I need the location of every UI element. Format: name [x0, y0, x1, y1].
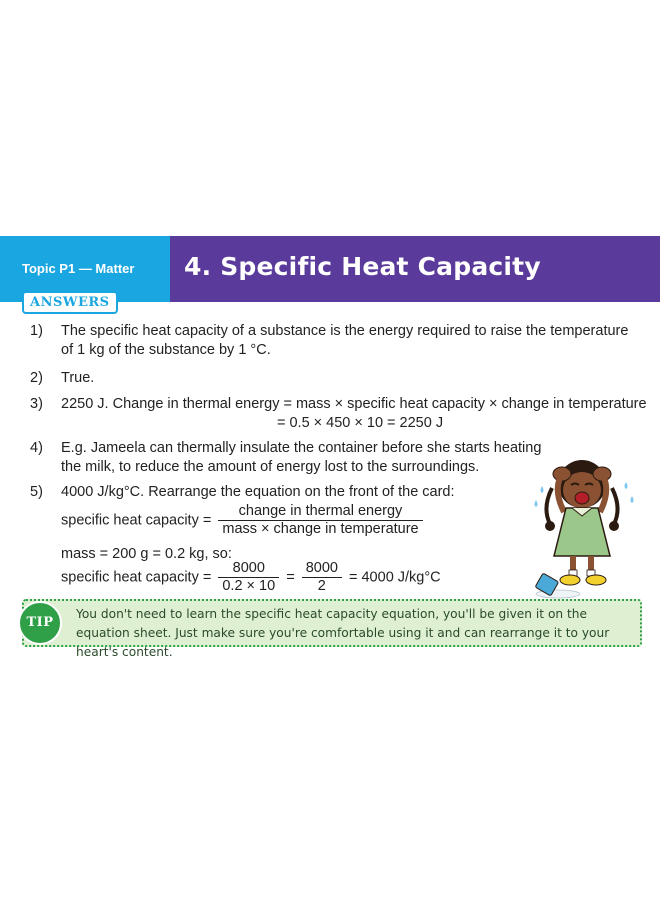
tip-badge: TIP	[18, 601, 62, 645]
equation-label: specific heat capacity =	[61, 512, 212, 529]
answer-number: 2)	[30, 370, 43, 386]
tip-box	[22, 599, 642, 659]
crying-girl-illustration	[528, 452, 644, 602]
answer-text-continued: of 1 kg of the substance by 1 °C.	[61, 342, 271, 358]
topic-label: Topic P1 — Matter	[22, 261, 135, 276]
answer-item-1	[30, 322, 650, 362]
answer-text: The specific heat capacity of a substance is the energy required to raise the temperature	[61, 323, 629, 339]
answer-number: 4)	[30, 440, 43, 456]
fraction-numerator: 8000	[302, 560, 342, 578]
title-box	[170, 236, 660, 302]
mass-line: mass = 200 g = 0.2 kg, so:	[61, 546, 232, 562]
equals-sign: =	[286, 569, 295, 586]
calculation-line	[61, 560, 441, 595]
answer-number: 5)	[30, 484, 43, 500]
answer-text-continued: the milk, to reduce the amount of energy lost to the surroundings.	[61, 459, 480, 475]
fraction-denominator: 0.2 × 10	[222, 578, 276, 594]
page-title: 4. Specific Heat Capacity	[184, 252, 541, 281]
fraction-numerator: change in thermal energy	[218, 503, 422, 521]
equation-fraction	[218, 503, 422, 538]
answer-calculation: = 0.5 × 450 × 10 = 2250 J	[277, 415, 444, 431]
answer-item-3	[30, 395, 650, 435]
calc-fraction-2	[302, 560, 342, 595]
fraction-denominator: 2	[317, 578, 326, 594]
answer-text: True.	[61, 370, 95, 386]
answers-badge: ANSWERS	[22, 291, 118, 314]
answer-number: 3)	[30, 396, 43, 412]
calc-fraction-1	[218, 560, 279, 595]
fraction-denominator: mass × change in temperature	[222, 521, 419, 537]
calculation-label: specific heat capacity =	[61, 569, 212, 586]
fraction-numerator: 8000	[218, 560, 279, 578]
answer-number: 1)	[30, 323, 43, 339]
equation-line	[61, 503, 426, 538]
answer-text: E.g. Jameela can thermally insulate the container before she starts heating	[61, 440, 542, 456]
answer-text: 2250 J. Change in thermal energy = mass × specific heat capacity × change in temperature	[61, 396, 647, 412]
answer-text: 4000 J/kg°C. Rearrange the equation on the front of the card:	[61, 484, 455, 500]
tip-text: You don't need to learn the specific heat capacity equation, you'll be given it on the equation sheet. Just make sure you're comfortable using it and can rearrange it to your heart's content.	[76, 607, 610, 659]
answer-item-2	[30, 369, 650, 389]
calculation-result: = 4000 J/kg°C	[349, 569, 441, 586]
